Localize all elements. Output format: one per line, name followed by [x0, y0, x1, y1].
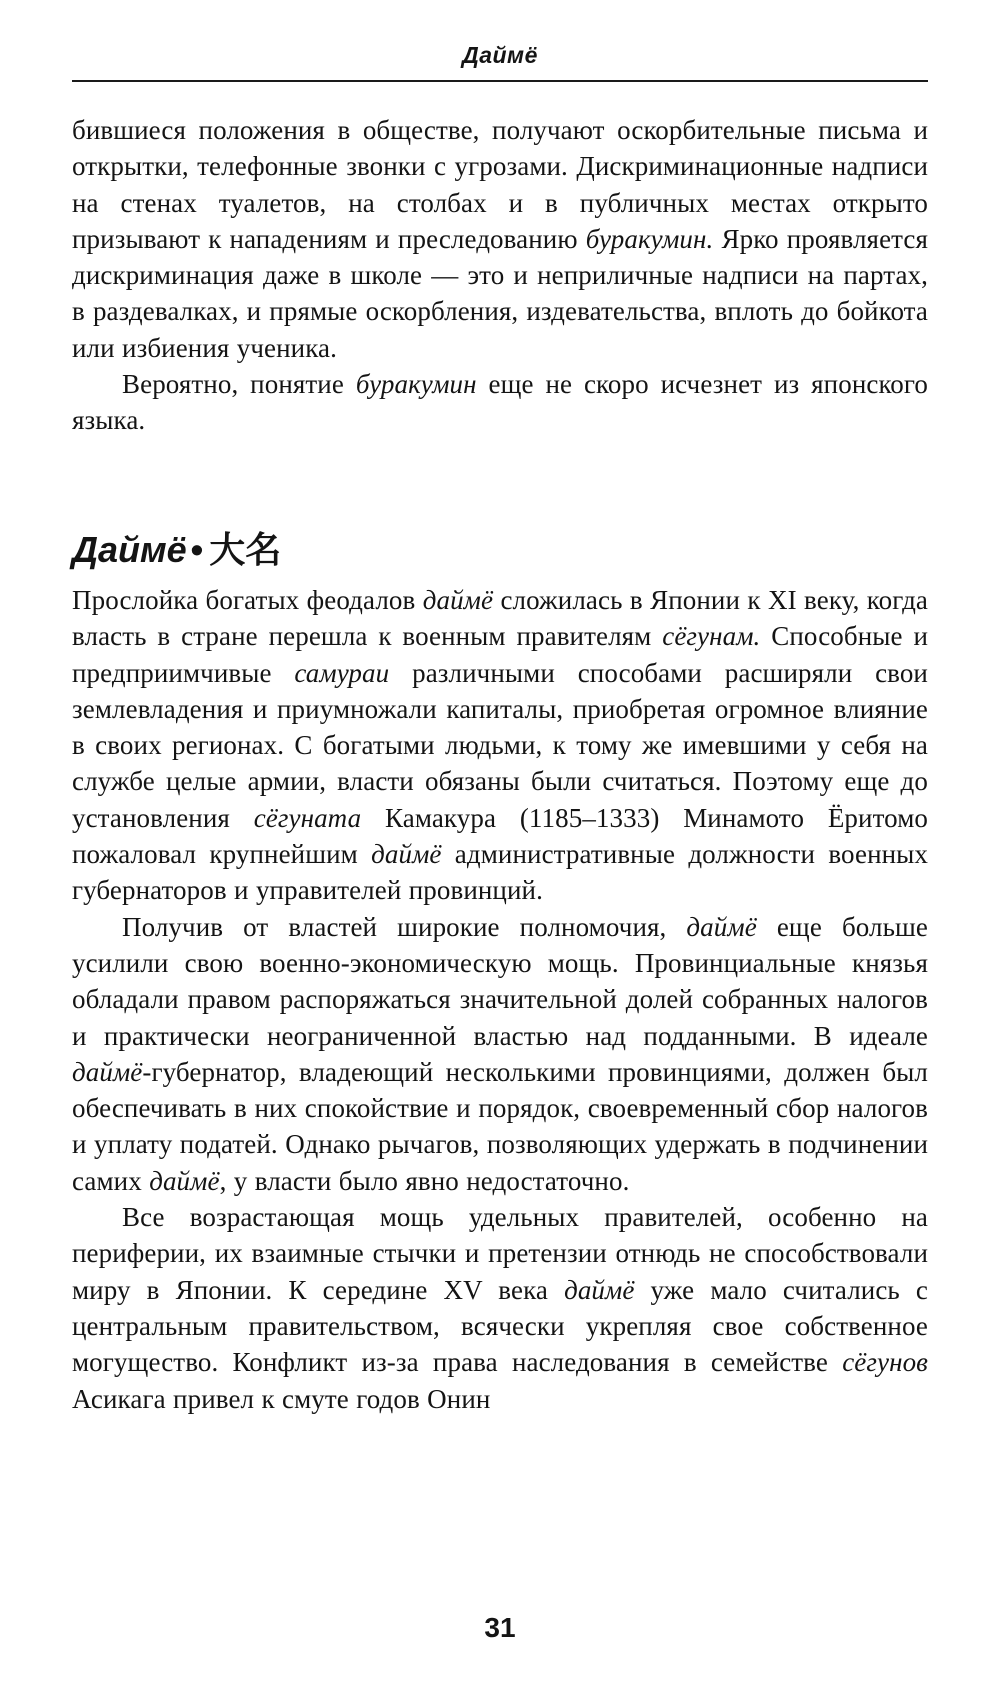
- italic-term: даймё: [422, 585, 494, 615]
- italic-term: даймё: [371, 839, 442, 870]
- text-segment: уже мало считались с центральным правительством, всячески укрепляя свое собственное могущество. Конфликт из-за права наследования в семействе: [72, 1274, 928, 1378]
- text-segment: Камакура (1185–1333) Минамото Ёритомо пожаловал крупнейшим: [72, 802, 928, 870]
- paragraph: [72, 582, 928, 909]
- page-number: 31: [484, 1612, 516, 1643]
- text-segment: Получив от властей широкие полномочия,: [122, 911, 687, 942]
- section-title-kanji: 大名: [209, 530, 282, 571]
- text-segment: бившиеся положения в обществе, получают оскорбительные письма и открытки, телефонные звонки с угрозами. Дискриминационные надписи на стенах туалетов, на столбах и в публичных местах открыто призывают к нападениям и преследованию: [72, 115, 928, 254]
- text-segment: -губернатор, владеющий несколькими провинциями, должен был обеспечивать в них спокойствие и порядок, своевременный сбор налогов и уплату податей. Однако рычагов, позволяющих удержать в подчинении самих: [72, 1056, 928, 1196]
- header-rule: [72, 80, 928, 82]
- italic-term: даймё: [686, 911, 757, 942]
- section-heading: [72, 528, 281, 573]
- italic-term: даймё: [72, 1056, 143, 1087]
- text-segment: Прослойка богатых феодалов: [72, 585, 423, 615]
- italic-term: даймё: [149, 1165, 220, 1196]
- bullet-separator: •: [190, 529, 204, 570]
- paragraph: [72, 909, 928, 1199]
- section-title-text: Даймё: [72, 529, 187, 570]
- italic-term: самураи: [294, 657, 390, 688]
- paragraph: [72, 112, 928, 366]
- text-segment: различными способами расширяли свои землевладения и приумножали капиталы, приобретая огромное влияние в своих регионах. С богатыми людьми, к тому же имевшими у себя на службе целые армии, власти обязаны были считаться. Поэтому еще до установления: [72, 657, 928, 833]
- text-segment: Ярко проявляется дискриминация даже в школе — это и неприличные надписи на партах, в раздевалках, и прямые оскорбления, издевательства, вплоть до бойкота или избиения ученика.: [72, 223, 928, 363]
- text-segment: Все возрастающая мощь удельных правителей, особенно на периферии, их взаимные стычки и претензии отнюдь не способствовали миру в Японии. К середине XV века: [72, 1202, 928, 1305]
- text-segment: , у власти было явно недостаточно.: [219, 1165, 630, 1196]
- italic-term: даймё: [564, 1274, 635, 1305]
- text-segment: Способные и предприимчивые: [72, 621, 929, 688]
- text-segment: административные должности военных губернаторов и управителей провинций.: [72, 839, 929, 906]
- text-segment: еще не скоро исчезнет из японского языка.: [72, 369, 928, 436]
- italic-term: буракумин: [355, 369, 477, 400]
- text-segment: еще больше усилили свою военно-экономическую мощь. Провинциальные князья обладали правом распоряжаться значительной долей собранных налогов и практически неограниченной властью над подданными. В идеале: [72, 911, 928, 1051]
- continuation-text: [72, 112, 928, 439]
- italic-term: сёгунов: [842, 1347, 928, 1378]
- section-body: [72, 582, 928, 1417]
- italic-term: сёгунам.: [662, 621, 761, 652]
- text-segment: Вероятно, понятие: [122, 369, 356, 400]
- italic-term: буракумин.: [585, 223, 714, 254]
- paragraph: [72, 1199, 928, 1417]
- running-head: Даймё: [462, 42, 538, 68]
- text-segment: Асикага привел к смуте годов Онин: [72, 1383, 491, 1414]
- italic-term: сёгуната: [253, 802, 362, 833]
- book-page: [72, 0, 928, 1693]
- paragraph: [72, 366, 928, 439]
- text-segment: сложилась в Японии к XI веку, когда власть в стране перешла к военным правителям: [72, 585, 928, 652]
